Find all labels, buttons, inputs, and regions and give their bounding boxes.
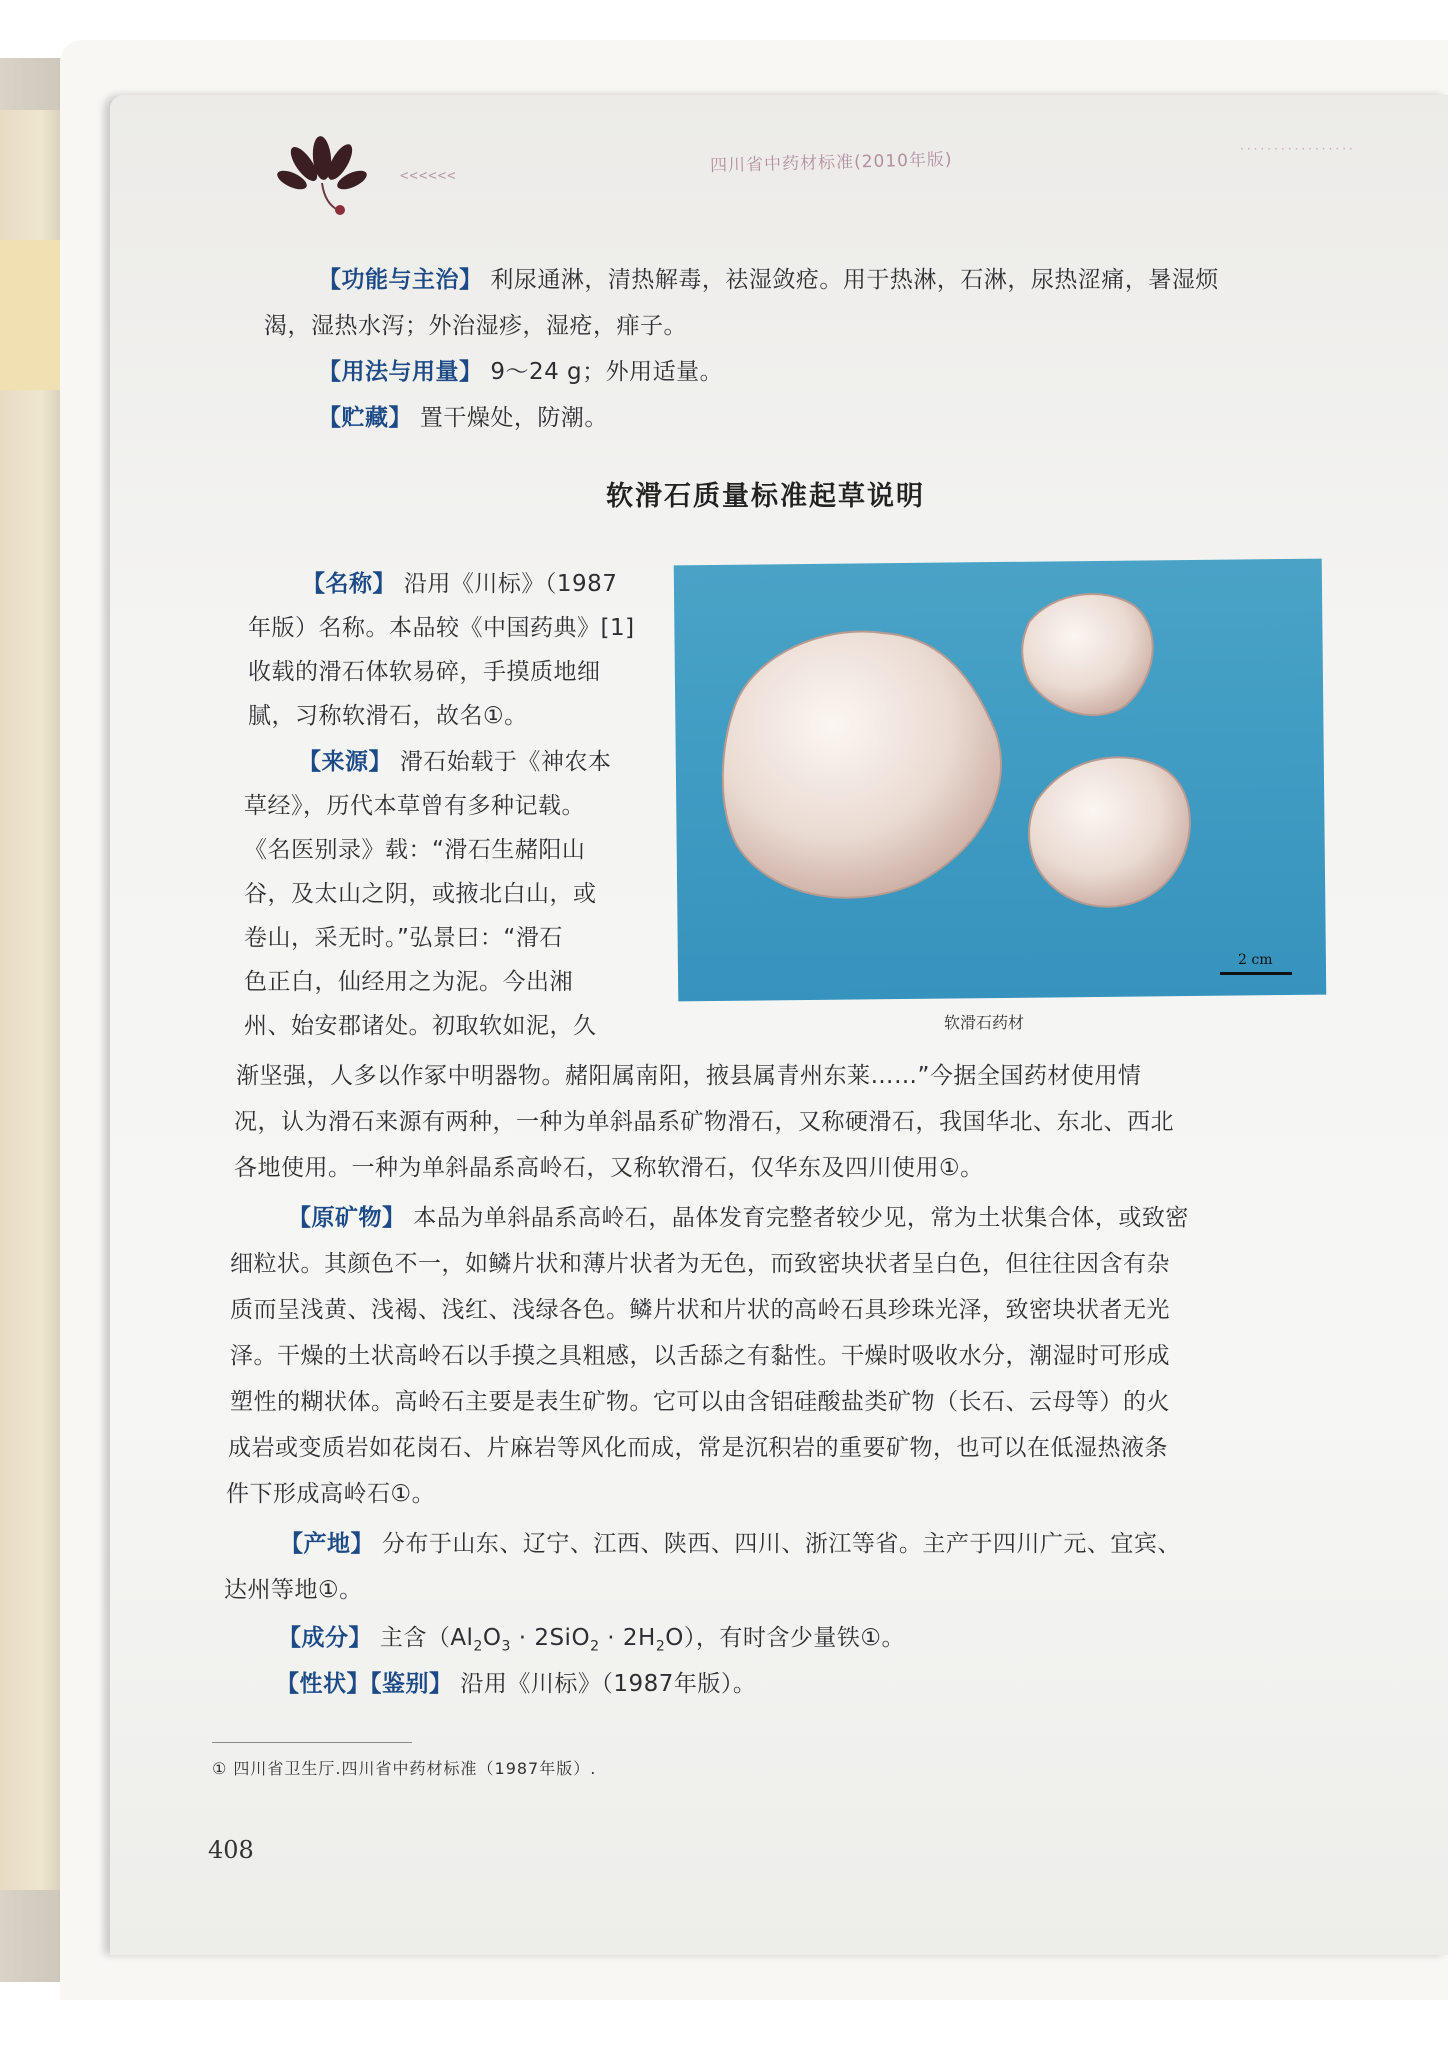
- composition-mid-1: O: [482, 1625, 502, 1651]
- running-head: 四川省中药材标准(2010年版): [709, 149, 953, 177]
- source-text-5: 卷山，采无时。”弘景曰：“滑石: [244, 925, 563, 951]
- scale-label: 2 cm: [1238, 952, 1273, 968]
- composition-pre: 主含（Al: [379, 1625, 474, 1651]
- composition-mid-3: · 2H: [599, 1625, 656, 1651]
- mineral-text-7: 件下形成高岭石①。: [226, 1481, 436, 1507]
- storage-line: [318, 396, 608, 440]
- identification-tag: 【鉴别】: [370, 1671, 453, 1697]
- origin-line-1: [280, 1522, 1181, 1566]
- source-text-10: 各地使用。一种为单斜晶系高岭石，又称软滑石，仅华东及四川使用①。: [234, 1155, 984, 1181]
- name-tag: 【名称】: [302, 571, 396, 597]
- figure-caption: 软滑石药材: [944, 1013, 1025, 1032]
- function-tag: 【功能与主治】: [318, 267, 483, 293]
- character-line: [276, 1662, 756, 1706]
- source-text-9: 况，认为滑石来源有两种，一种为单斜晶系矿物滑石，又称硬滑石，我国华北、东北、西北: [234, 1109, 1174, 1135]
- section-title: 软滑石质量标准起草说明: [606, 481, 925, 512]
- source-text-4: 谷，及太山之阴，或掖北白山，或: [244, 881, 597, 907]
- mineral-tag: 【原矿物】: [288, 1205, 406, 1231]
- mineral-text-2: 细粒状。其颜色不一，如鳞片状和薄片状者为无色，而致密块状者呈白色，但往往因含有杂: [230, 1251, 1170, 1277]
- composition-line: [278, 1616, 905, 1669]
- running-dots: ·················: [1240, 142, 1356, 156]
- mineral-text-3: 质而呈浅黄、浅褐、浅红、浅绿各色。鳞片状和片状的高岭石具珍珠光泽，致密块状者无光: [230, 1297, 1170, 1323]
- composition-post: O），有时含少量铁①。: [665, 1625, 906, 1651]
- source-text-6: 色正白，仙经用之为泥。今出湘: [244, 969, 573, 995]
- composition-sub-2: 3: [501, 1638, 511, 1655]
- source-text-7: 州、始安郡诸处。初取软如泥，久: [244, 1013, 597, 1039]
- function-line-1: [318, 258, 1219, 302]
- name-text-3: 收载的滑石体软易碎，手摸质地细: [248, 659, 601, 685]
- origin-text-2: 达州等地①。: [224, 1577, 363, 1603]
- source-tag: 【来源】: [298, 749, 392, 775]
- footnote-divider: [212, 1742, 412, 1743]
- storage-tag: 【贮藏】: [318, 405, 412, 431]
- name-text-4: 腻，习称软滑石，故名①。: [248, 703, 528, 729]
- mineral-line-1: [288, 1196, 1189, 1240]
- name-text-1: 沿用《川标》（1987: [403, 571, 618, 597]
- page-number: 408: [208, 1836, 254, 1864]
- name-text-2: 年版）名称。本品较《中国药典》[1]: [248, 615, 635, 641]
- function-text-1: 利尿通淋，清热解毒，祛湿敛疮。用于热淋，石淋，尿热涩痛，暑湿烦: [490, 267, 1219, 293]
- origin-text-1: 分布于山东、辽宁、江西、陕西、四川、浙江等省。主产于四川广元、宜宾、: [381, 1531, 1181, 1557]
- storage-text: 置干燥处，防潮。: [419, 405, 608, 431]
- composition-sub-1: 2: [473, 1638, 483, 1655]
- usage-tag: 【用法与用量】: [318, 359, 483, 385]
- character-tag: 【性状】: [276, 1671, 370, 1697]
- composition-tag: 【成分】: [278, 1625, 372, 1651]
- composition-mid-2: · 2SiO: [510, 1625, 591, 1651]
- mineral-text-4: 泽。干燥的土状高岭石以手摸之具粗感，以舌舔之有黏性。干燥时吸收水分，潮湿时可形成: [230, 1343, 1170, 1369]
- source-line-1: [298, 740, 611, 784]
- figure-photo: [674, 559, 1327, 1002]
- name-line-1: [302, 562, 617, 606]
- source-text-1: 滑石始载于《神农本: [399, 749, 612, 775]
- mineral-text-6: 成岩或变质岩如花岗石、片麻岩等风化而成，常是沉积岩的重要矿物，也可以在低湿热液条: [228, 1435, 1168, 1461]
- character-text: 沿用《川标》（1987年版）。: [460, 1671, 757, 1697]
- mineral-text-1: 本品为单斜晶系高岭石，晶体发育完整者较少见，常为土状集合体，或致密: [413, 1205, 1189, 1231]
- leaf-ornament-icon: [272, 128, 382, 228]
- composition-sub-3: 2: [590, 1638, 600, 1655]
- composition-sub-4: 2: [655, 1638, 666, 1655]
- scale-bar: [1220, 972, 1292, 975]
- running-arrows: <<<<<<: [400, 168, 457, 184]
- mineral-text-5: 塑性的糊状体。高岭石主要是表生矿物。它可以由含铝硅酸盐类矿物（长石、云母等）的火: [230, 1389, 1170, 1415]
- usage-text: 9～24 g；外用适量。: [490, 359, 724, 385]
- source-text-2: 草经》，历代本草曾有多种记载。: [244, 793, 585, 819]
- footnote: ① 四川省卫生厅.四川省中药材标准（1987年版）.: [212, 1759, 597, 1778]
- source-text-3: 《名医别录》载：“滑石生赭阳山: [244, 837, 586, 863]
- talc-pieces-image: [674, 559, 1327, 1002]
- origin-tag: 【产地】: [280, 1531, 374, 1557]
- source-text-8: 渐坚强，人多以作冢中明器物。赭阳属南阳，掖县属青州东莱……”今据全国药材使用情: [236, 1063, 1142, 1089]
- function-text-2: 渴，湿热水泻；外治湿疹，湿疮，痱子。: [264, 313, 687, 339]
- usage-line: [318, 350, 723, 394]
